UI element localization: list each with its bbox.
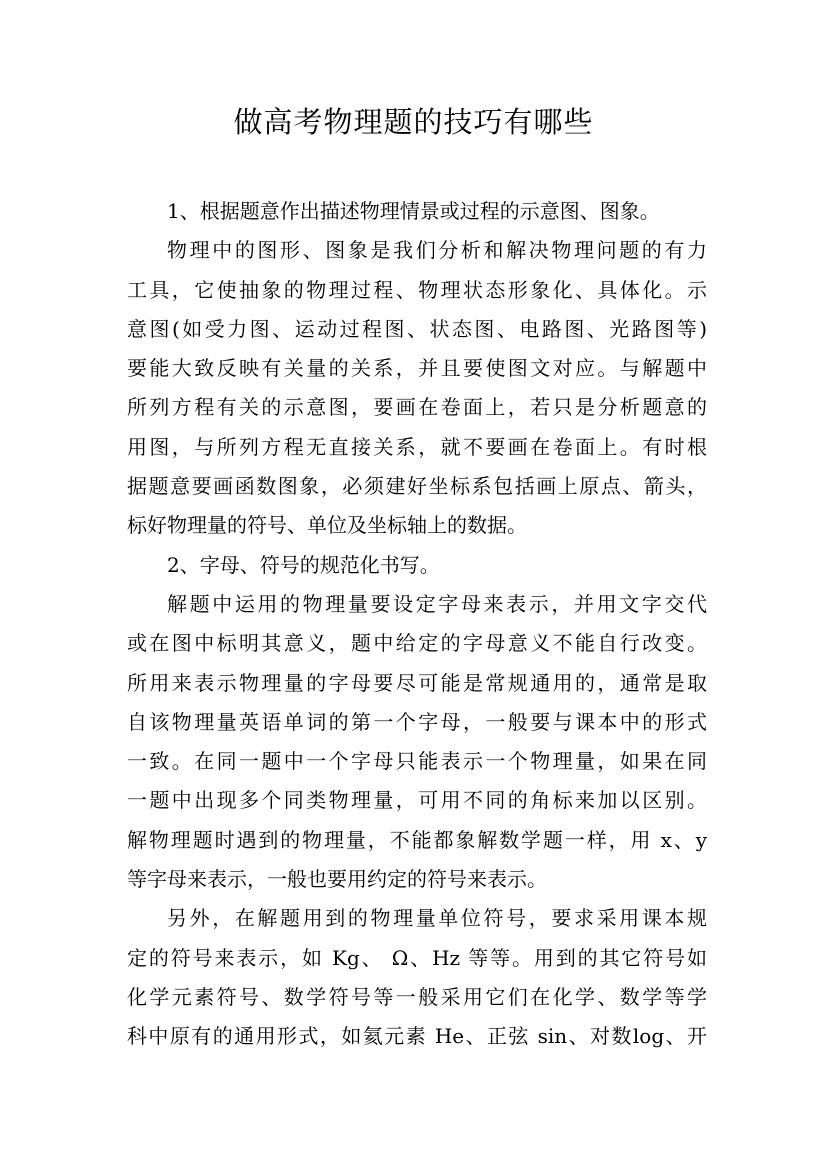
paragraph-line: 要能大致反映有关量的关系，并且要使图文对应。与解题中	[127, 356, 707, 381]
paragraph-line: 物理中的图形、图象是我们分析和解决物理问题的有力	[167, 238, 707, 263]
section-heading-2: 2、字母、符号的规范化书写。	[167, 552, 440, 577]
section-heading-1: 1、根据题意作出描述物理情景或过程的示意图、图象。	[167, 199, 660, 223]
document-body	[127, 192, 707, 1057]
paragraph-line: 一题中出现多个同类物理量，可用不同的角标来加以区别。	[127, 788, 707, 813]
paragraph-line: 据题意要画函数图象，必须建好坐标系包括画上原点、箭头，	[127, 474, 707, 499]
paragraph-line: 解题中运用的物理量要设定字母来表示，并用文字交代	[167, 591, 707, 616]
paragraph-line: 所列方程有关的示意图，要画在卷面上，若只是分析题意的	[127, 395, 707, 420]
paragraph-line: 等字母来表示，一般也要用约定的符号来表示。	[127, 867, 547, 892]
paragraph-line: 化学元素符号、数学符号等一般采用它们在化学、数学等学	[127, 984, 707, 1009]
paragraph-line: 一致。在同一题中一个字母只能表示一个物理量，如果在同	[127, 749, 707, 774]
paragraph-line: 科中原有的通用形式，如氦元素 He、正弦 sin、对数log、开	[127, 1024, 707, 1049]
paragraph-line: 或在图中标明其意义，题中给定的字母意义不能自行改变。	[127, 631, 707, 656]
paragraph-line: 自该物理量英语单词的第一个字母，一般要与课本中的形式	[127, 709, 707, 734]
paragraph-line: 另外，在解题用到的物理量单位符号，要求采用课本规	[167, 906, 707, 931]
paragraph-line: 用图，与所列方程无直接关系，就不要画在卷面上。有时根	[127, 434, 707, 459]
paragraph-line: 工具，它使抽象的物理过程、物理状态形象化、具体化。示	[127, 277, 707, 302]
paragraph-line: 解物理题时遇到的物理量，不能都象解数学题一样，用 x、y	[127, 827, 707, 852]
paragraph-line: 定的符号来表示，如 Kg、 Ω、Hz 等等。用到的其它符号如	[127, 945, 707, 970]
page-title: 做高考物理题的技巧有哪些	[233, 105, 594, 139]
paragraph-line: 所用来表示物理量的字母要尽可能是常规通用的，通常是取	[127, 670, 707, 695]
paragraph-line: 意图(如受力图、运动过程图、状态图、电路图、光路图等)	[127, 316, 707, 341]
paragraph-line: 标好物理量的符号、单位及坐标轴上的数据。	[127, 513, 527, 538]
